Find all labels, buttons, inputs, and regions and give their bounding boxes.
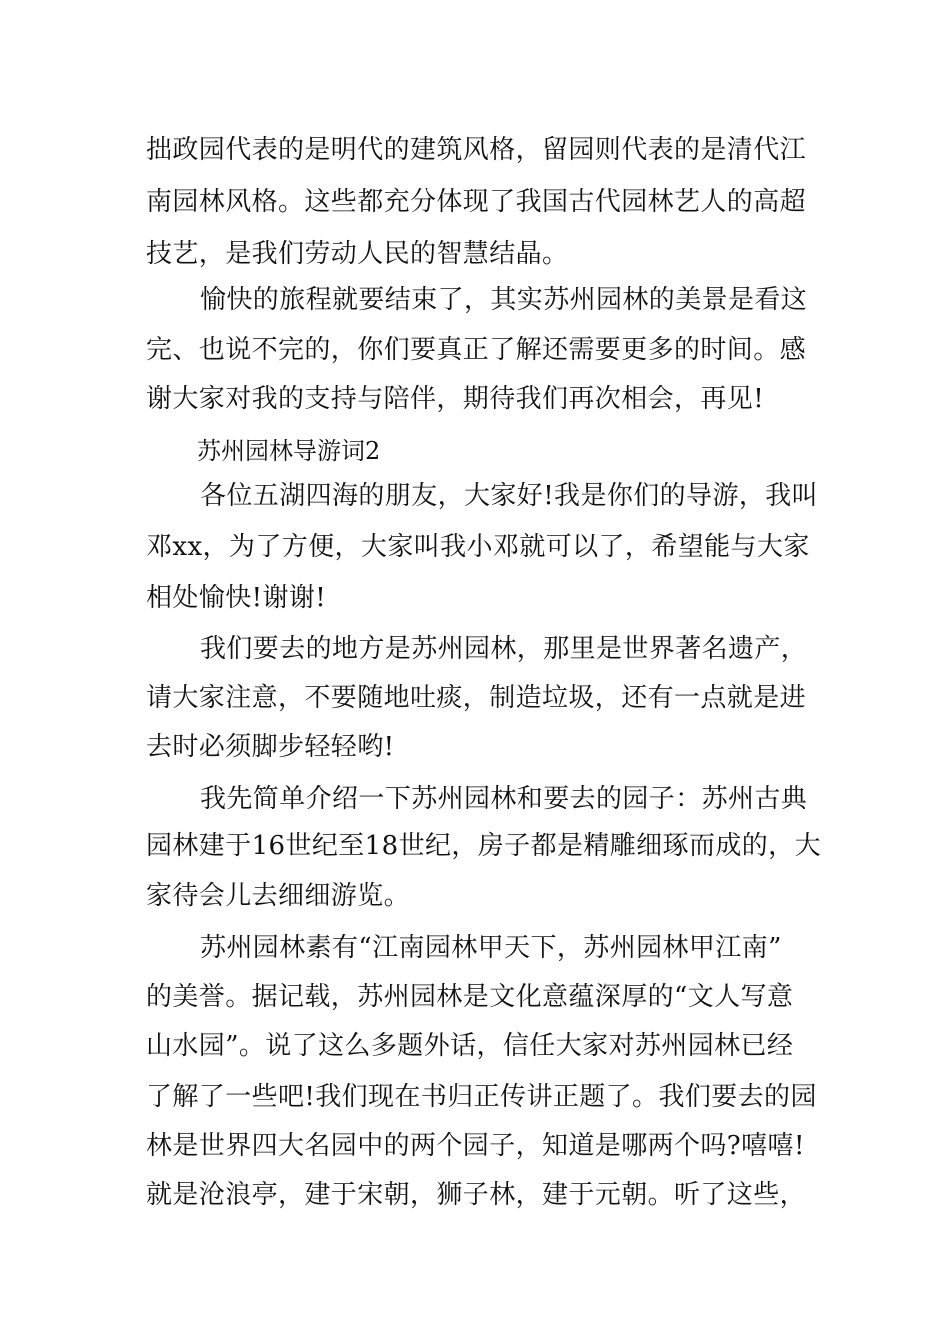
text-line: 拙政园代表的是明代的建筑风格，留园则代表的是清代江 — [146, 135, 807, 165]
text-line: 家待会儿去细细游览。 — [146, 881, 411, 911]
text-line: 邓xx，为了方便，大家叫我小邓就可以了，希望能与大家 — [146, 532, 810, 562]
text-line: 请大家注意，不要随地吐痰，制造垃圾，还有一点就是进 — [146, 683, 807, 713]
text-line: 去时必须脚步轻轻哟! — [146, 732, 395, 762]
text-line: 完、也说不完的，你们要真正了解还需要更多的时间。感 — [146, 335, 807, 365]
paragraph-first-line: 我先简单介绍一下苏州园林和要去的园子：苏州古典 — [200, 784, 808, 814]
text-line: 园林建于16世纪至18世纪，房子都是精雕细琢而成的，大 — [146, 831, 821, 861]
text-line: 相处愉快!谢谢! — [146, 583, 327, 613]
text-line: 的美誉。据记载，苏州园林是文化意蕴深厚的“文人写意 — [146, 982, 794, 1012]
text-line: 技艺，是我们劳动人民的智慧结晶。 — [146, 239, 569, 269]
paragraph-first-line: 愉快的旅程就要结束了，其实苏州园林的美景是看这 — [200, 285, 808, 315]
text-line: 林是世界四大名园中的两个园子，知道是哪两个吗?嘻嘻! — [146, 1131, 805, 1161]
text-line: 了解了一些吧!我们现在书归正传讲正题了。我们要去的园 — [146, 1082, 817, 1112]
text-line: 谢大家对我的支持与陪伴，期待我们再次相会，再见! — [146, 384, 765, 414]
text-line: 南园林风格。这些都充分体现了我国古代园林艺人的高超 — [146, 187, 807, 217]
text-line: 就是沧浪亭，建于宋朝，狮子林，建于元朝。听了这些， — [146, 1180, 807, 1210]
section-heading: 苏州园林导游词2 — [197, 437, 381, 465]
text-line: 山水园”。说了这么多题外话，信任大家对苏州园林已经 — [146, 1031, 794, 1061]
paragraph-first-line: 我们要去的地方是苏州园林，那里是世界著名遗产， — [200, 634, 808, 664]
paragraph-first-line: 各位五湖四海的朋友，大家好!我是你们的导游，我叫 — [200, 481, 819, 511]
paragraph-first-line: 苏州园林素有“江南园林甲天下，苏州园林甲江南” — [200, 933, 782, 963]
